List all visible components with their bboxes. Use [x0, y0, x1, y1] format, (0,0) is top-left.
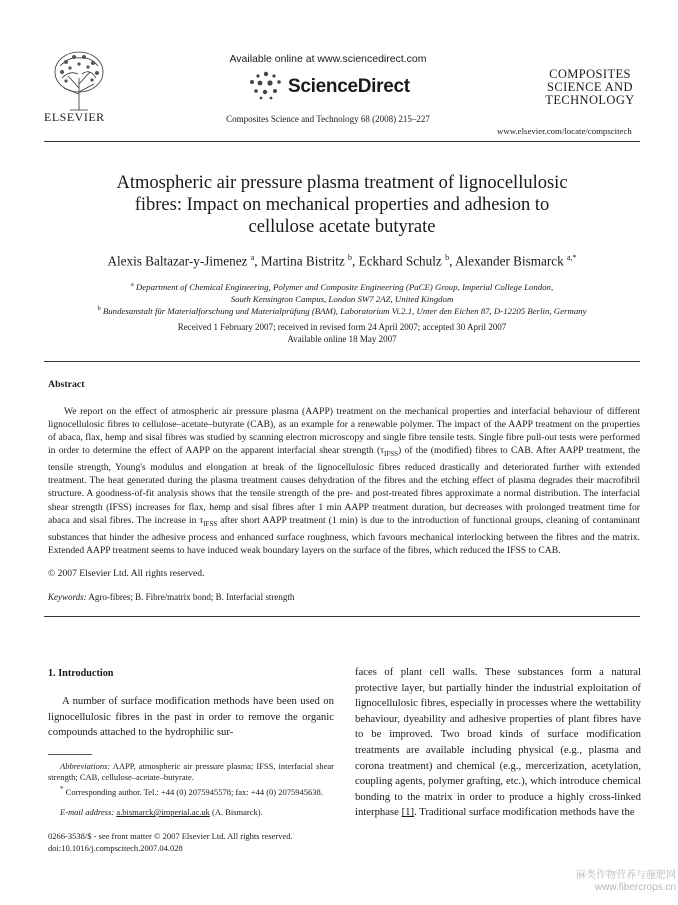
- abbreviations-label: Abbreviations:: [60, 761, 111, 771]
- author-name: Alexander Bismarck: [454, 253, 564, 269]
- watermark: [548, 870, 676, 894]
- abstract-bottom-rule: [44, 616, 640, 617]
- received-dates: Received 1 February 2007; received in revised form 24 April 2007; accepted 30 April 2007: [177, 322, 507, 332]
- reference-link[interactable]: [1]: [401, 806, 415, 819]
- author-name: Eckhard Schulz: [358, 253, 442, 269]
- watermark-line1: 麻类作物营养与施肥网: [576, 870, 676, 881]
- affiliation-b-text: Bundesanstalt für Materialforschung und Materialprüfung (BAM), Laboratorium Vi.2.1, Unter den Eichen 87, D-12205 Berlin, Germany: [102, 305, 587, 316]
- journal-reference: Composites Science and Technology 68 (2008) 215–227: [226, 114, 430, 124]
- email-label: E-mail address:: [60, 807, 115, 817]
- intro-left-column: A number of surface modification methods have been used on lignocellulosic fibres in the past in order to remove the organic compounds attached to the hydrophilic sur-: [48, 695, 334, 739]
- title-line1: Atmospheric air pressure plasma treatment of lignocellulosic: [116, 173, 568, 193]
- journal-name-line3: TECHNOLOGY: [545, 93, 635, 107]
- footnote-rule: [48, 754, 92, 755]
- affiliation-mark: a: [130, 281, 134, 288]
- affiliation-a-line2: South Kensington Campus, London SW7 2AZ, United Kingdom: [230, 293, 454, 304]
- corresponding-mark: *: [60, 785, 64, 793]
- journal-name-line1: COMPOSITES: [549, 67, 631, 81]
- affiliation-mark: b: [97, 305, 101, 312]
- affiliation-a: [44, 279, 640, 305]
- abstract-text-part2: ) of the (modified) fibres to CAB. After AAPP treatment, the tensile strength, Young's modulus and elongation at break of the lignocellulosic fibres reduced drastically and deteriorated further with extended treatment. The heat generated during the plasma treatment causes dehydration of the fibres and the etching effect of plasma degrades their macrofibril structure. A goodness-of-fit analysis shows that the tensile strength of the pre- and post-treated fibres approximate a normal distribution. The interfacial shear strength (IFSS) increases for flax, hemp and sisal fibres after 1 min AAPP treatment duration, but decreases with prolonged treatment time for abaca and sisal fibres. The increase in: [48, 445, 640, 526]
- corresponding-text: Corresponding author. Tel.: +44 (0) 2075945578; fax: +44 (0) 2075945638.: [63, 786, 323, 797]
- publisher-name: ELSEVIER: [44, 110, 105, 124]
- elsevier-tree-logo: [50, 48, 108, 112]
- title-line2: fibres: Impact on mechanical properties and adhesion to: [134, 195, 550, 215]
- doi-line[interactable]: doi:10.1016/j.compscitech.2007.04.028: [48, 843, 183, 853]
- abstract-copyright: © 2007 Elsevier Ltd. All rights reserved.: [48, 568, 205, 579]
- issn-line: 0266-3538/$ - see front matter © 2007 Elsevier Ltd. All rights reserved.: [48, 831, 293, 841]
- author-list: Alexis Baltazar-y-Jimenez $^a$, Martina Bistritz $^b$, Eckhard Schulz $^b$, Alexander Bismarck $^{a,*}$: [107, 253, 577, 269]
- header-rule: [44, 141, 640, 142]
- article-title: [44, 172, 640, 238]
- journal-name-line2: SCIENCE AND: [546, 80, 633, 94]
- author-affiliation-mark: b: [348, 253, 353, 262]
- email-link[interactable]: a.bismarck@imperial.ac.uk: [116, 807, 210, 817]
- email-name: (A. Bismarck).: [209, 807, 263, 817]
- keywords: [48, 592, 294, 602]
- author-name: Martina Bistritz: [260, 253, 345, 269]
- journal-url[interactable]: www.elsevier.com/locate/compscitech: [497, 126, 632, 136]
- intro-right-text-end: . Traditional surface modification methods have the: [414, 806, 635, 819]
- tau-symbol: τ: [380, 445, 385, 457]
- abbreviations-text: AAPP, atmospheric air pressure plasma; IFSS, interfacial shear strength; CAB, cellulose–acetate–butyrate.: [48, 761, 334, 782]
- footnote-email: [60, 807, 263, 818]
- section-heading-introduction: 1. Introduction: [48, 668, 114, 679]
- sciencedirect-brand: ScienceDirect: [288, 76, 410, 97]
- intro-right-text: faces of plant cell walls. These substances form a natural protective layer, but partially hinder the industrial exploitation of lignocellulosic fibres, especially in processes where the wettability behaviour, dyeability and adhesive properties of plant fibres have to be improved. Two broad kinds of surface modification treatments are available including physical (e.g., plasma and corona treatment) and chemical (e.g., mercerization, acetylation, coupling agents, polymer grafting, etc.), which introduce chemical bonding to the matrix in order to produce a highly cross-linked interphase: [355, 666, 641, 819]
- journal-name: [520, 68, 660, 107]
- tau-symbol: τ: [199, 514, 204, 526]
- title-line3: cellulose acetate butyrate: [248, 217, 436, 237]
- available-date: Available online 18 May 2007: [287, 334, 397, 344]
- footnote-abbreviations: [48, 761, 334, 783]
- author-name: Alexis Baltazar-y-Jimenez: [107, 253, 248, 269]
- watermark-line2: www.fibercrops.cn: [594, 882, 676, 893]
- keywords-text: Agro-fibres; B. Fibre/matrix bond; B. Interfacial strength: [86, 592, 295, 602]
- affiliation-a-line1: Department of Chemical Engineering, Polymer and Composite Engineering (PaCE) Group, Imperial College London,: [135, 281, 554, 292]
- affiliation-b: [44, 303, 640, 317]
- abstract-text-part1: We report on the effect of atmospheric air pressure plasma (AAPP) treatment on the mechanical properties and interfacial behaviour of different lignocellulosic fibres to cellulose–acetate–butyrate (CAB), as an example for a renewable polymer. The impact of the AAPP treatment on the properties of abaca, flax, hemp and sisal fibres was studied by scanning electron microscopy and single fibre tensile tests. Single fibre pull-out tests were performed in order to determine the effect of AAPP on the apparent interfacial shear strength (: [48, 406, 640, 457]
- author-affiliation-mark: a,*: [567, 253, 577, 262]
- abstract-text-part3: after short AAPP treatment (1 min) is due to the introduction of functional groups, cleaning of contaminant substances that hinder the adhesive process and enhanced surface roughness, which favours mechanical interlocking between the fibres and the matrix. Extended AAPP treatment seems to have induced weak boundary layers on the surface of the fibres, which reduced the IFSS to CAB.: [48, 514, 640, 556]
- abstract-top-rule: [44, 361, 640, 362]
- keywords-label: Keywords:: [48, 592, 87, 602]
- tau-subscript: IFSS: [384, 450, 399, 459]
- sciencedirect-dots-icon: [246, 70, 286, 100]
- intro-right-column: [355, 665, 641, 821]
- footnote-corresponding: [48, 784, 334, 798]
- author-affiliation-mark: b: [445, 253, 450, 262]
- author-affiliation-mark: a: [250, 253, 255, 262]
- tau-subscript: IFSS: [203, 519, 218, 528]
- abstract-heading: Abstract: [48, 379, 85, 390]
- abstract-body: [48, 405, 640, 557]
- available-online: Available online at www.sciencedirect.com: [229, 53, 427, 65]
